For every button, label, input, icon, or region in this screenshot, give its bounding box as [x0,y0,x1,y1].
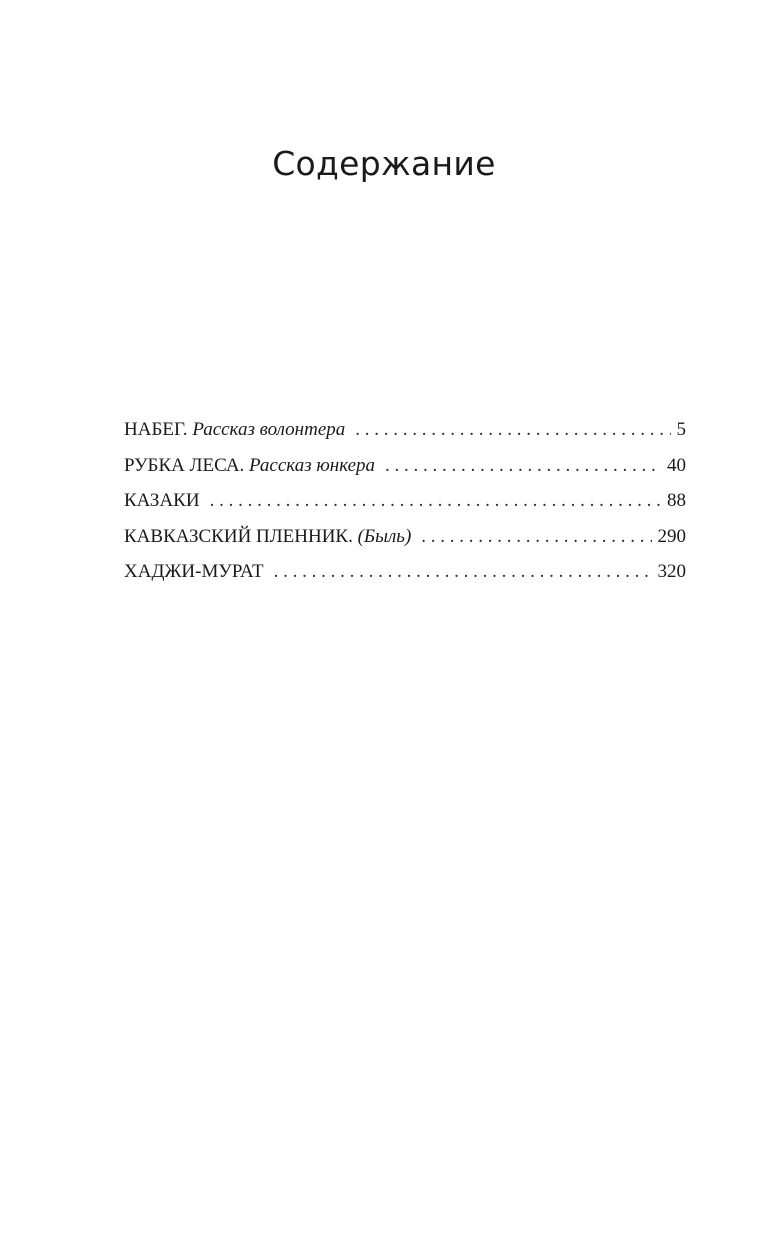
dot-leader [210,483,661,519]
toc-entry-main-title: РУБКА ЛЕСА. [124,454,245,476]
toc-entry-page-number: 5 [676,419,686,440]
toc-entry-page-number: 320 [657,561,686,582]
toc-entry-main-title: ХАДЖИ-МУРАТ [124,561,264,582]
toc-entry[interactable] [124,448,686,484]
toc-entry-title [124,412,345,448]
toc-entry-main-title: КАЗАКИ [124,490,200,511]
toc-entry-title [124,483,200,519]
toc-entry[interactable] [124,483,686,519]
toc-entry-subtitle: Рассказ волонтера [192,419,346,440]
toc-entry-page-number: 88 [667,490,686,511]
toc-entry-main-title: НАБЕГ. [124,419,188,440]
dot-leader [421,519,651,555]
toc-entry-title [124,554,264,590]
toc-entry[interactable] [124,519,686,555]
toc-entry-page-number: 290 [657,525,686,547]
dot-leader [355,412,670,448]
toc-entry-title [124,448,375,484]
dot-leader [385,448,661,484]
toc-entry-title [124,519,411,555]
dot-leader [274,554,652,590]
toc-entry-subtitle: Рассказ юнкера [249,454,376,476]
toc-entry-subtitle: (Быль) [357,525,412,547]
toc-entry-page-number: 40 [667,454,686,476]
toc-entry[interactable] [124,554,686,590]
table-of-contents [124,412,686,590]
toc-entry[interactable] [124,412,686,448]
toc-entry-main-title: КАВКАЗСКИЙ ПЛЕННИК. [124,525,353,547]
page-title: Содержание [272,144,496,183]
